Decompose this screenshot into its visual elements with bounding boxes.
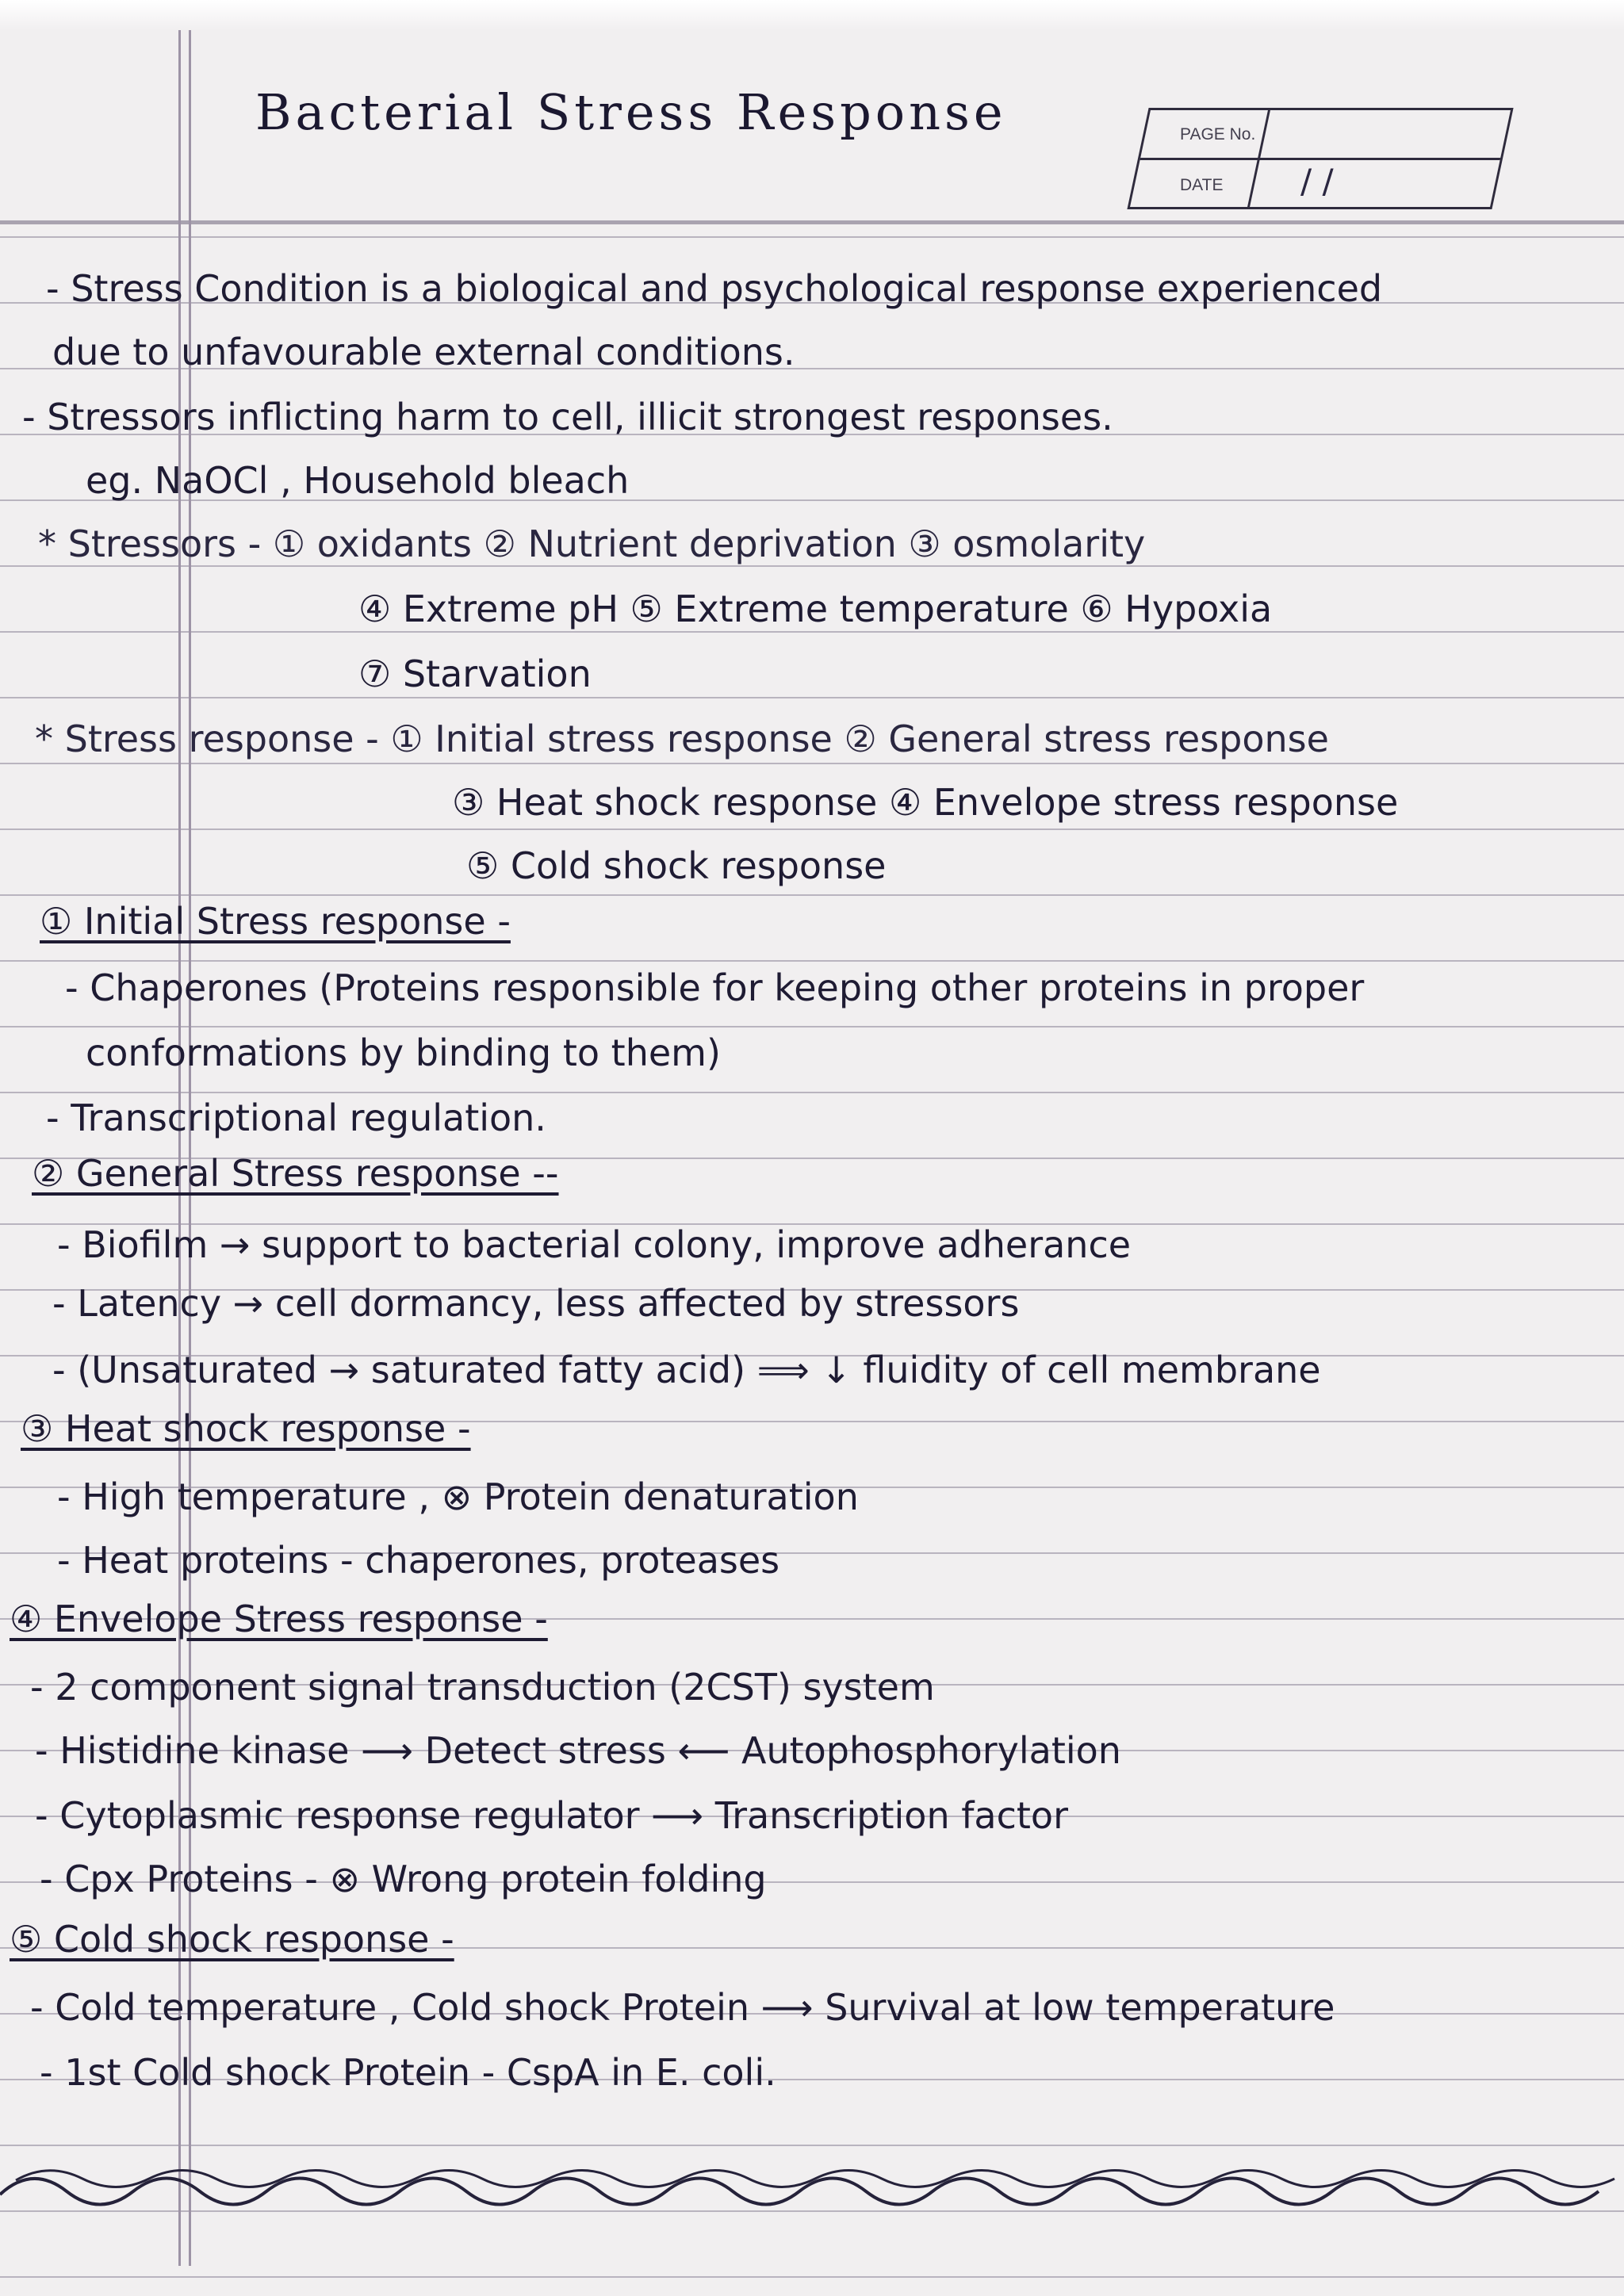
note-line: ⑤ Cold shock response [466,844,887,887]
note-line: eg. NaOCl , Household bleach [86,459,630,502]
note-line: - Stressors inflicting harm to cell, illicit strongest responses. [22,396,1113,438]
note-line: - Biofilm → support to bacterial colony, improve adherance [57,1223,1132,1266]
section-heading: ② General Stress response -- [32,1152,559,1195]
note-line: * Stressors - ① oxidants ② Nutrient deprivation ③ osmolarity [38,522,1146,565]
note-line: - Histidine kinase ⟶ Detect stress ⟵ Autophosphorylation [35,1729,1121,1772]
date-value: / / [1300,162,1334,201]
header-rule [0,220,1624,224]
note-line: - Chaperones (Proteins responsible for keeping other proteins in proper [65,966,1365,1009]
note-line: - 2 component signal transduction (2CST) system [30,1666,935,1709]
note-line: ⑦ Starvation [358,652,592,695]
note-line: - Transcriptional regulation. [46,1096,546,1139]
page-no-label: PAGE No. [1180,125,1256,144]
note-line: - Heat proteins - chaperones, proteases [57,1539,780,1582]
page-title: Bacterial Stress Response [255,83,1007,141]
section-heading: ④ Envelope Stress response - [10,1598,548,1640]
wavy-end-line [0,2156,1624,2220]
section-heading: ① Initial Stress response - [40,900,511,943]
note-line: ④ Extreme pH ⑤ Extreme temperature ⑥ Hypoxia [358,587,1273,630]
page-top-edge [0,0,1624,30]
date-label: DATE [1180,176,1224,194]
note-line: - Cytoplasmic response regulator ⟶ Transcription factor [35,1794,1068,1837]
note-line: - Cpx Proteins - ⊗ Wrong protein folding [40,1858,767,1900]
note-line: - 1st Cold shock Protein - CspA in E. coli. [40,2051,776,2094]
section-heading: ⑤ Cold shock response - [10,1918,454,1961]
note-line: ③ Heat shock response ④ Envelope stress response [452,781,1399,824]
note-line: conformations by binding to them) [86,1031,721,1074]
note-line: - Stress Condition is a biological and psychological response experienced [46,267,1383,310]
note-line: - (Unsaturated → saturated fatty acid) ⟹ ↓ fluidity of cell membrane [52,1349,1321,1391]
note-line: * Stress response - ① Initial stress response ② General stress response [35,718,1329,760]
note-line: due to unfavourable external conditions. [52,331,795,373]
note-line: - High temperature , ⊗ Protein denaturation [57,1475,859,1518]
note-line: - Cold temperature , Cold shock Protein ⟶ Survival at low temperature [30,1986,1335,2029]
section-heading: ③ Heat shock response - [21,1407,471,1450]
page-date-box-divider [1140,158,1501,160]
note-line: - Latency → cell dormancy, less affected by stressors [52,1282,1020,1325]
